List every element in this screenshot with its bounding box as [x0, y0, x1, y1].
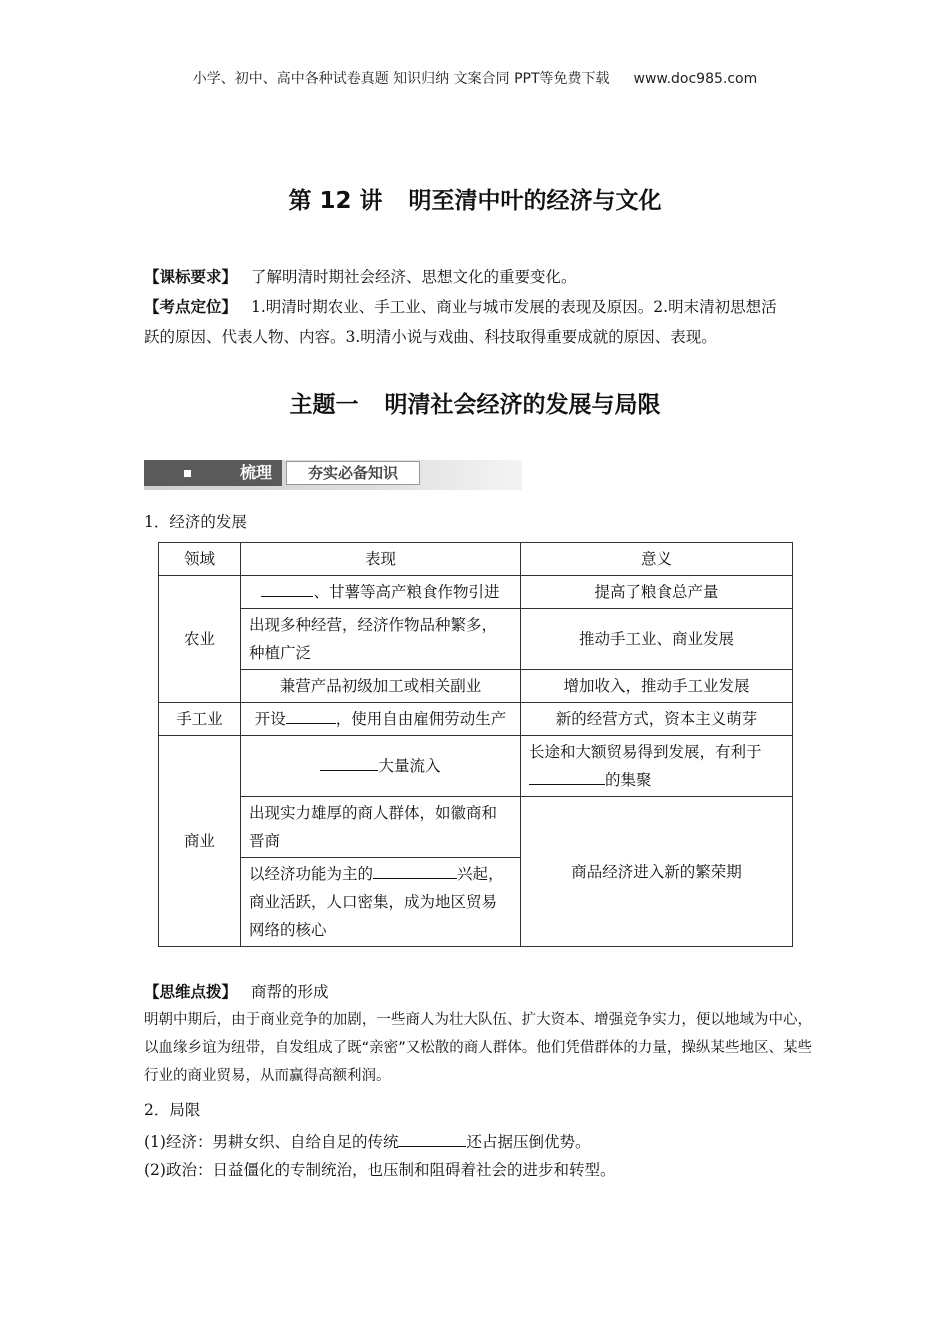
table-row — [159, 736, 793, 797]
theme-title — [0, 386, 950, 419]
header-cell: 领域 — [159, 543, 241, 576]
table-header-row — [159, 543, 793, 576]
limitation-item-2: (2)政治：日益僵化的专制统治，也压制和阻碍着社会的进步和转型。 — [144, 1161, 616, 1179]
banner-left-text: 梳理 — [240, 463, 273, 482]
theme-label: 主题一 — [289, 392, 359, 418]
lecture-title-text: 明至清中叶的经济与文化 — [408, 188, 662, 214]
fill-blank[interactable] — [373, 860, 457, 879]
fill-blank[interactable] — [261, 578, 313, 597]
thinking-tip — [144, 978, 812, 1006]
table-row — [159, 670, 793, 703]
tip-title: 商帮的形成 — [251, 983, 329, 1001]
requirements-text: 了解明清时期社会经济、思想文化的重要变化。 — [251, 268, 577, 286]
points-line1: 1.明清时期农业、手工业、商业与城市发展的表现及原因。2.明末清初思想活 — [251, 298, 777, 316]
section-banner — [144, 460, 522, 490]
table-cell: 出现实力雄厚的商人群体，如徽商和晋商 — [241, 797, 521, 858]
table-cell: 开设 ，使用自由雇佣劳动生产 — [241, 703, 521, 736]
table-row — [159, 609, 793, 670]
lecture-number: 第 12 讲 — [288, 188, 383, 214]
fill-blank[interactable] — [320, 752, 378, 771]
header-text: 小学、初中、高中各种试卷真题 知识归纳 文案合同 PPT等免费下载 — [192, 71, 610, 87]
banner-right: 夯实必备知识 — [286, 461, 420, 485]
table-row — [159, 797, 793, 858]
fill-blank[interactable] — [398, 1128, 466, 1147]
points-line2: 跃的原因、代表人物、内容。3.明清小说与戏曲、科技取得重要成就的原因、表现。 — [144, 328, 717, 346]
table-cell: 增加收入，推动手工业发展 — [521, 670, 793, 703]
header-cell: 意义 — [521, 543, 793, 576]
craft-label: 手工业 — [159, 703, 241, 736]
tip-text: 明朝中期后，由于商业竞争的加剧，一些商人为壮大队伍、扩大资本、增强竞争实力，便以地域为中心，以血缘乡谊为纽带，自发组成了既“亲密”又松散的商人群体。他们凭借群体的力量，操纵某些地区、某些行业的商业贸易，从而赢得高额利润。 — [144, 1012, 812, 1084]
requirements-tag: 【课标要求】 — [144, 268, 238, 286]
section1-title: 1．经济的发展 — [144, 513, 247, 531]
table-cell: 大量流入 — [241, 736, 521, 797]
fill-blank[interactable] — [529, 766, 605, 785]
theme-title-text: 明清社会经济的发展与局限 — [384, 392, 661, 418]
agri-label: 农业 — [159, 576, 241, 703]
table-cell: 以经济功能为主的 兴起，商业活跃，人口密集，成为地区贸易网络的核心 — [241, 858, 521, 947]
points-tag: 【考点定位】 — [144, 298, 238, 316]
table-cell: 新的经营方式，资本主义萌芽 — [521, 703, 793, 736]
table-cell: 提高了粮食总产量 — [521, 576, 793, 609]
tip-tag: 【思维点拨】 — [144, 983, 238, 1001]
table-cell: 推动手工业、商业发展 — [521, 609, 793, 670]
table-cell: 、甘薯等高产粮食作物引进 — [241, 576, 521, 609]
header-cell: 表现 — [241, 543, 521, 576]
curriculum-requirements — [144, 262, 812, 292]
table-cell: 长途和大额贸易得到发展，有利于 的集聚 — [521, 736, 793, 797]
commerce-label: 商业 — [159, 736, 241, 947]
lecture-title — [0, 182, 950, 215]
exam-points — [144, 292, 812, 352]
banner-left — [144, 460, 282, 486]
section2-title: 2．局限 — [144, 1101, 201, 1119]
economy-table — [158, 542, 793, 947]
fill-blank[interactable] — [286, 705, 336, 724]
square-bullet-icon — [184, 470, 191, 477]
page-header — [0, 68, 950, 88]
limitation-item-1: (1)经济：男耕女织、自给自足的传统 还占据压倒优势。 — [144, 1128, 590, 1152]
table-cell: 兼营产品初级加工或相关副业 — [241, 670, 521, 703]
table-row — [159, 576, 793, 609]
table-cell: 出现多种经营，经济作物品种繁多，种植广泛 — [241, 609, 521, 670]
table-cell: 商品经济进入新的繁荣期 — [521, 797, 793, 947]
table-row — [159, 703, 793, 736]
header-url[interactable]: www.doc985.com — [633, 71, 758, 87]
